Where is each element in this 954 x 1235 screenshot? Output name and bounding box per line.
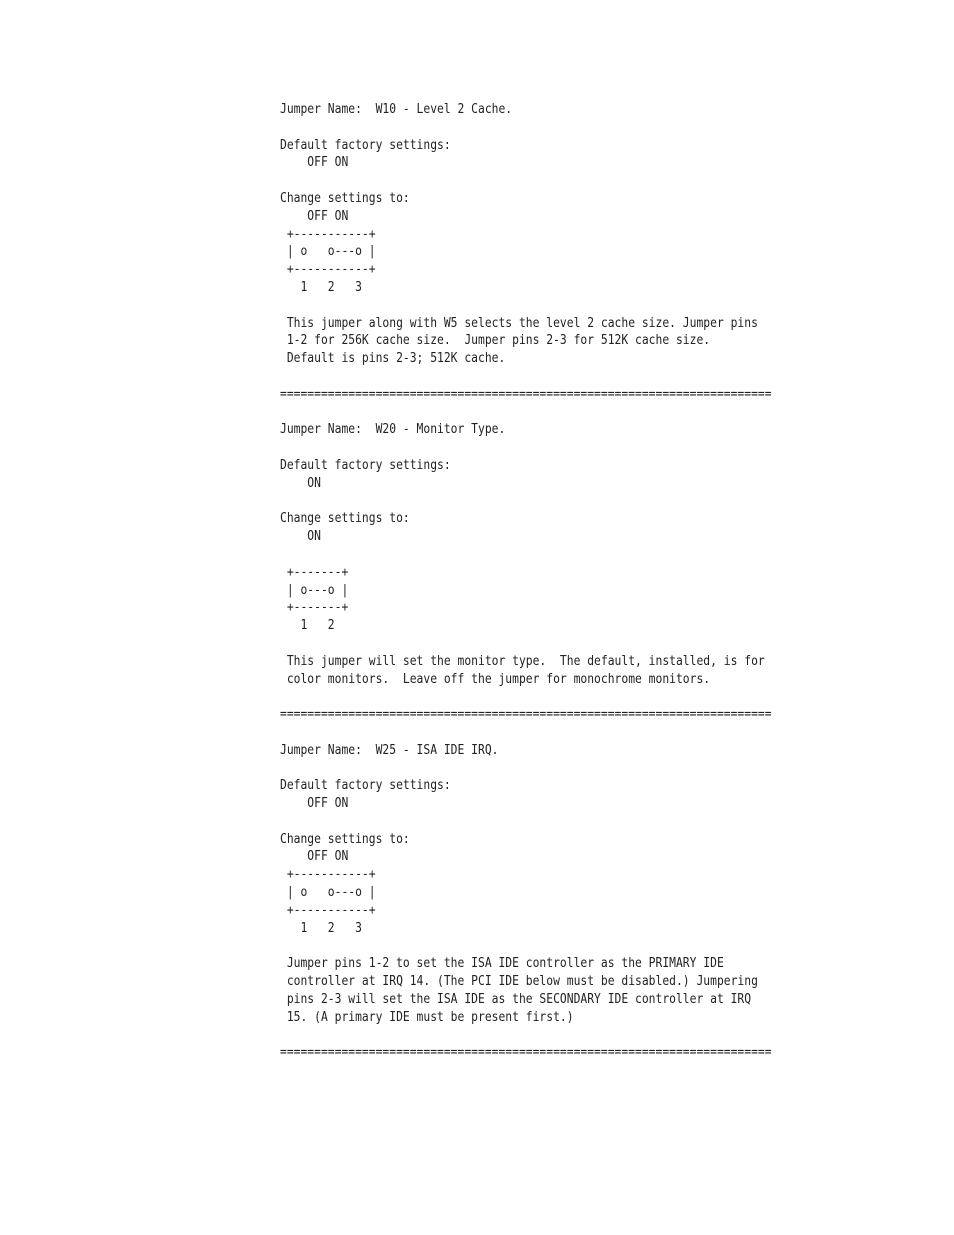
doc-line — [280, 404, 750, 422]
doc-line: 1 2 3 — [280, 919, 362, 936]
doc-line: 1 2 — [280, 617, 335, 634]
doc-line: 1-2 for 256K cache size. Jumper pins 2-3 for 512K cache size. — [280, 332, 711, 349]
doc-line — [280, 172, 750, 190]
doc-line — [280, 546, 750, 564]
doc-line — [280, 1026, 750, 1044]
doc-line: controller at IRQ 14. (The PCI IDE below must be disabled.) Jumpering — [280, 973, 758, 990]
doc-line: Jumper pins 1-2 to set the ISA IDE controller as the PRIMARY IDE — [280, 955, 724, 972]
doc-line — [280, 724, 750, 742]
doc-line: Default is pins 2-3; 512K cache. — [280, 350, 506, 367]
doc-line: ======================================================================== — [280, 1044, 772, 1061]
doc-line — [280, 493, 750, 511]
doc-line: | o---o | — [280, 581, 349, 598]
doc-line: OFF ON — [280, 154, 349, 171]
doc-line — [280, 119, 750, 137]
doc-line: Jumper Name: W10 - Level 2 Cache. — [280, 101, 513, 117]
doc-line: OFF ON — [280, 795, 349, 812]
doc-line — [280, 688, 750, 706]
doc-line — [280, 813, 750, 831]
doc-line: | o o---o | — [280, 884, 376, 901]
doc-line: Default factory settings: — [280, 456, 451, 473]
doc-line: Change settings to: — [280, 510, 410, 527]
doc-line — [280, 937, 750, 955]
doc-line: ======================================================================== — [280, 706, 772, 723]
doc-line — [280, 635, 750, 653]
doc-line: ON — [280, 528, 321, 545]
doc-line: This jumper along with W5 selects the level 2 cache size. Jumper pins — [280, 314, 758, 331]
doc-line — [280, 759, 750, 777]
doc-line: ON — [280, 474, 321, 491]
doc-line: +-----------+ — [280, 225, 376, 242]
doc-line: 1 2 3 — [280, 278, 362, 295]
doc-line: | o o---o | — [280, 243, 376, 260]
doc-line: Change settings to: — [280, 830, 410, 847]
doc-line: +-----------+ — [280, 901, 376, 918]
doc-line: +-----------+ — [280, 866, 376, 883]
doc-line: OFF ON — [280, 207, 349, 224]
doc-line: Default factory settings: — [280, 136, 451, 153]
doc-line: This jumper will set the monitor type. The default, installed, is for — [280, 652, 765, 669]
doc-line: 15. (A primary IDE must be present first.) — [280, 1008, 574, 1025]
doc-line — [280, 439, 750, 457]
doc-line: pins 2-3 will set the ISA IDE as the SECONDARY IDE controller at IRQ — [280, 990, 752, 1007]
doc-line: +-----------+ — [280, 261, 376, 278]
doc-line: +-------+ — [280, 563, 349, 580]
doc-line: Jumper Name: W20 - Monitor Type. — [280, 421, 506, 438]
doc-line: Change settings to: — [280, 189, 410, 206]
doc-line: color monitors. Leave off the jumper for monochrome monitors. — [280, 670, 711, 687]
doc-line: OFF ON — [280, 848, 349, 865]
doc-line: ======================================================================== — [280, 385, 772, 402]
document-page — [280, 101, 840, 1062]
doc-line — [280, 297, 750, 315]
doc-line: Default factory settings: — [280, 777, 451, 794]
doc-line: +-------+ — [280, 599, 349, 616]
doc-line: Jumper Name: W25 - ISA IDE IRQ. — [280, 741, 499, 758]
doc-line — [280, 368, 750, 386]
